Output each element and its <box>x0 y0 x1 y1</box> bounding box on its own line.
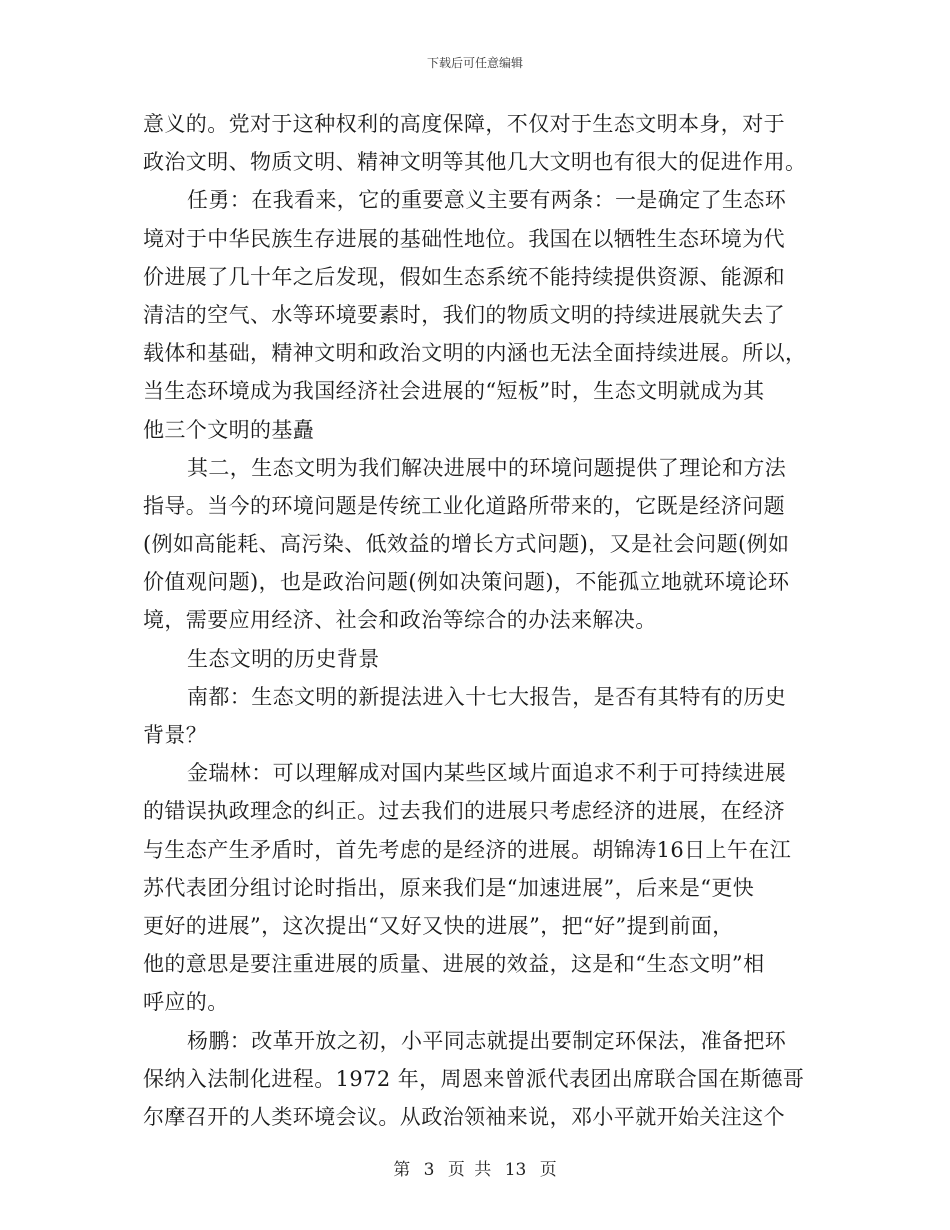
text-line: 他的意思是要注重进展的质量、进展的效益，这是和“生态文明”相 <box>143 952 765 977</box>
text-line: 更好的进展”，这次提出“又好又快的进展”，把“好”提到前面， <box>143 913 734 938</box>
text-line: (例如高能耗、高污染、低效益的增长方式问题)，又是社会问题(例如 <box>143 532 790 557</box>
text-line: 境对于中华民族生存进展的基础性地位。我国在以牺牲生态环境为代 <box>143 226 785 251</box>
text-line: 境，需要应用经济、社会和政治等综合的办法来解决。 <box>143 608 657 633</box>
text-line: 指导。当今的环境问题是传统工业化道路所带来的，它既是经济问题 <box>143 493 785 518</box>
footer-middle: 页 共 <box>447 1160 492 1180</box>
paragraph-start: 其二，生态文明为我们解决进展中的环境问题提供了理论和方法 <box>187 455 787 480</box>
text-line: 呼应的。 <box>143 990 229 1015</box>
paragraph-start: 杨鹏：改革开放之初，小平同志就提出要制定环保法，准备把环 <box>187 1028 787 1053</box>
text-line: 苏代表团分组讨论时指出，原来我们是“加速进展”，后来是“更快 <box>143 875 755 900</box>
footer-suffix: 页 <box>539 1160 557 1180</box>
text-line: 价进展了几十年之后发现，假如生态系统不能持续提供资源、能源和 <box>143 264 785 289</box>
text-line: 与生态产生矛盾时，首先考虑的是经济的进展。胡锦涛16日上午在江 <box>143 837 792 862</box>
footer-prefix: 第 <box>393 1160 411 1180</box>
text-line: 清洁的空气、水等环境要素时，我们的物质文明的持续进展就失去了 <box>143 302 785 327</box>
total-pages-number: 13 <box>504 1160 527 1180</box>
page-footer <box>0 1155 950 1180</box>
paragraph-start: 南都：生态文明的新提法进入十七大报告，是否有其特有的历史 <box>187 684 787 709</box>
paragraph-start: 任勇：在我看来，它的重要意义主要有两条：一是确定了生态环 <box>187 188 787 213</box>
section-heading: 生态文明的历史背景 <box>187 646 380 671</box>
text-line: 尔摩召开的人类环境会议。从政治领袖来说，邓小平就开始关注这个 <box>143 1104 785 1129</box>
text-line: 他三个文明的基矗 <box>143 417 315 442</box>
text-line: 背景？ <box>143 723 208 747</box>
text-line: 价值观问题)，也是政治问题(例如决策问题)，不能孤立地就环境论环 <box>143 570 790 595</box>
text-line: 意义的。党对于这种权利的高度保障，不仅对于生态文明本身，对于 <box>143 112 785 136</box>
document-body <box>143 105 808 1136</box>
text-line: 保纳入法制化进程。1972 年，周恩来曾派代表团出席联合国在斯德哥 <box>143 1066 805 1091</box>
text-line: 政治文明、物质文明、精神文明等其他几大文明也有很大的促进作用。 <box>143 150 807 175</box>
current-page-number: 3 <box>423 1160 435 1180</box>
text-line: 载体和基础，精神文明和政治文明的内涵也无法全面持续进展。所以， <box>143 341 807 366</box>
paragraph-start: 金瑞林：可以理解成对国内某些区域片面追求不利于可持续进展 <box>187 761 787 786</box>
page-header: 下载后可任意编辑 <box>426 56 523 70</box>
text-line: 的错误执政理念的纠正。过去我们的进展只考虑经济的进展，在经济 <box>143 799 785 824</box>
text-line: 当生态环境成为我国经济社会进展的“短板”时，生态文明就成为其 <box>143 379 765 404</box>
